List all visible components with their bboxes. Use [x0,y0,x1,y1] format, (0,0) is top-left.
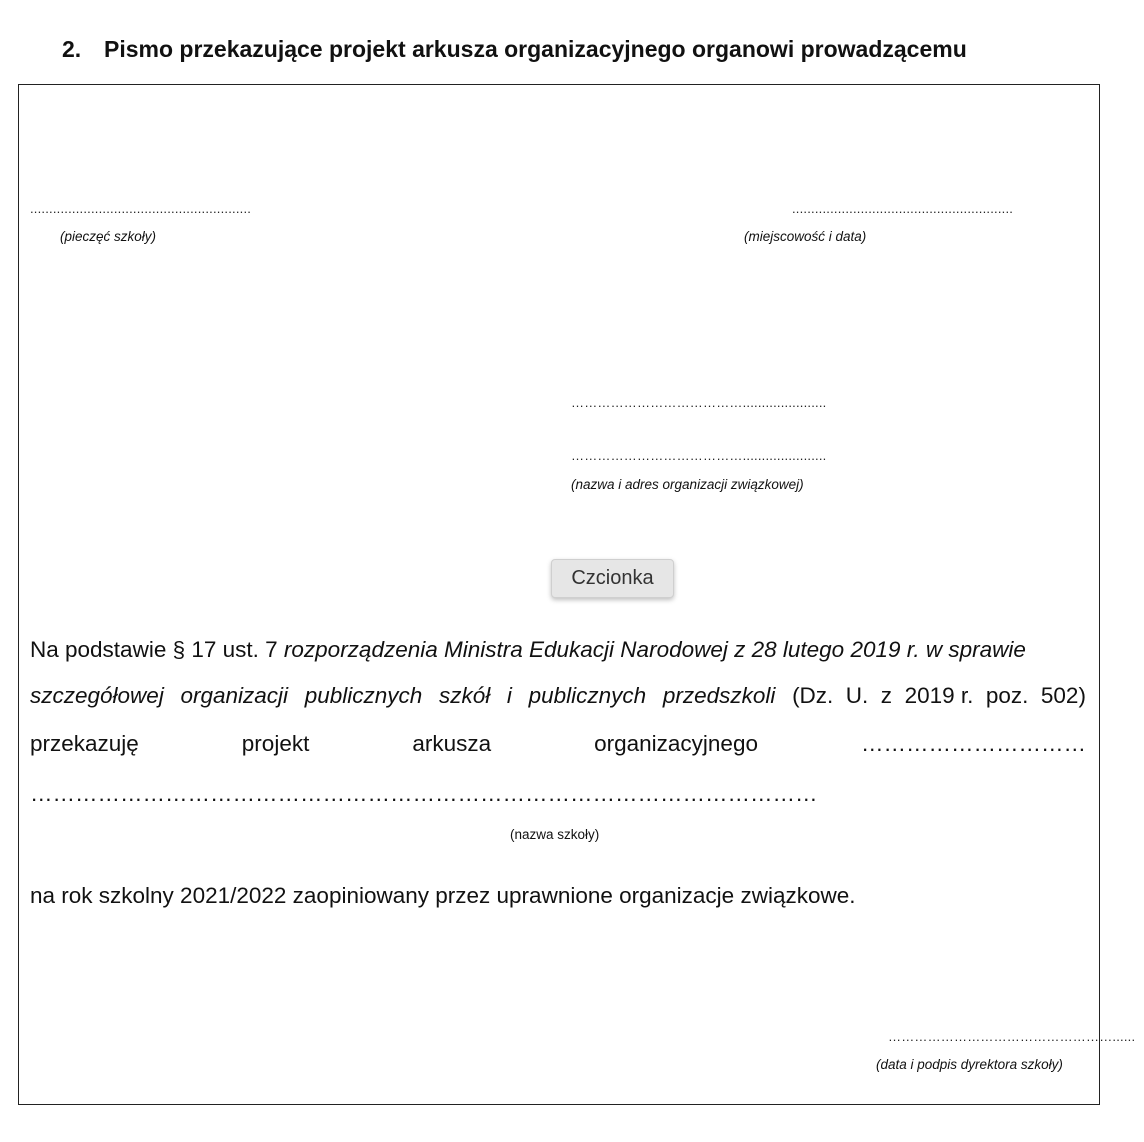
word: przekazuję [30,731,139,756]
word: publicznych [304,683,423,708]
school-name-line-start: ………………………… [860,731,1086,756]
recipient-caption: (nazwa i adres organizacji związkowej) [571,477,804,492]
word: szkół [438,683,491,708]
letter-line-1 [30,639,1086,662]
school-name-line: …………………………………………………………………………………………… [30,781,818,806]
word: publicznych [528,683,647,708]
section-number: 2. [62,36,82,62]
section-title: Pismo przekazujące projekt arkusza organizacyjnego organowi prowadzącemu [104,36,967,62]
word: przedszkoli [662,683,776,708]
recipient-line-1: …………………………………...................... [571,395,827,410]
school-stamp-caption: (pieczęć szkoły) [60,229,157,244]
letter-closing: na rok szkolny 2021/2022 zaopiniowany przez uprawnione organizacje związkowe. [30,883,856,908]
word: projekt [241,731,310,756]
school-name-caption: (nazwa szkoły) [510,827,600,842]
school-stamp-line: .......................................................... [30,201,252,216]
signature-line: ……………………………………………...... [888,1029,1136,1044]
font-tooltip: Czcionka [551,559,674,598]
letter-line-1-plain: Na podstawie § 17 ust. 7 [30,637,284,662]
word: organizacji [180,683,289,708]
letter-line-1-italic: rozporządzenia Ministra Edukacji Narodowej z 28 lutego 2019 r. w sprawie [283,637,1026,662]
letter-line-2 [30,685,1086,708]
letter-line-3 [30,733,1086,756]
place-date-caption: (miejscowość i data) [744,229,867,244]
word: i [506,683,512,708]
section-heading [62,36,967,63]
word: organizacyjnego [594,731,758,756]
recipient-line-2: …………………………………...................... [571,448,827,463]
signature-caption: (data i podpis dyrektora szkoły) [876,1057,1063,1072]
word: szczegółowej [30,683,164,708]
word: arkusza [412,731,492,756]
legal-reference: (Dz. U. z 2019 r. poz. 502) [792,683,1086,708]
place-date-line: .......................................................... [792,201,1014,216]
